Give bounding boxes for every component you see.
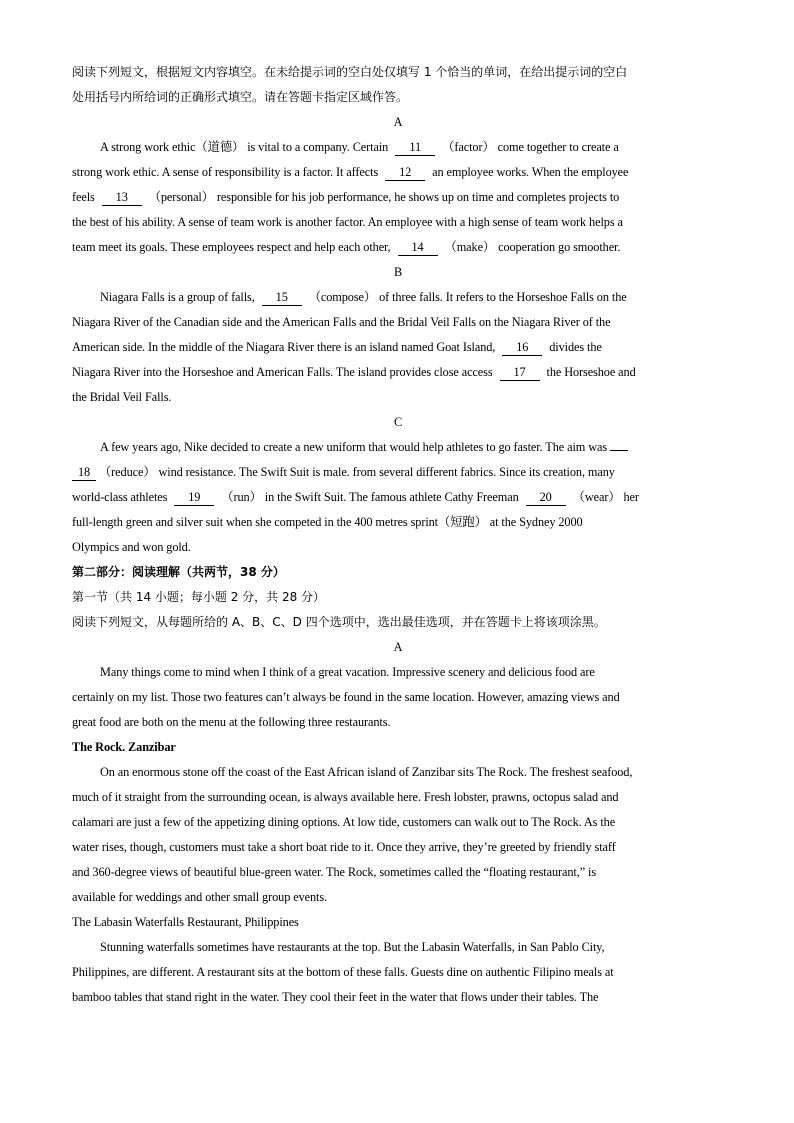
fill-blank[interactable]: 20 <box>526 490 566 506</box>
passage-line: Philippines, are different. A restaurant sits at the bottom of these falls. Guests dine on authentic Filipino meals at <box>72 965 614 979</box>
section-heading: A <box>393 640 403 654</box>
part-instructions: 阅读下列短文，从每题所给的 A、B、C、D 四个选项中，选出最佳选项，并在答题卡上将该项涂黑。 <box>72 615 606 629</box>
passage-line: bamboo tables that stand right in the water. They cool their feet in the water that flows under their tables. The <box>72 990 599 1004</box>
passage-line: strong work ethic. A sense of responsibility is a factor. It affects 12 an employee works. When the employee <box>72 165 629 179</box>
passage-line: Niagara River of the Canadian side and the American Falls and the Bridal Veil Falls on the Niagara River of the <box>72 315 611 329</box>
fill-blank[interactable]: 13 <box>102 190 142 206</box>
passage-line: world-class athletes 19 （run） in the Swift Suit. The famous athlete Cathy Freeman 20 （wear） her <box>72 490 639 504</box>
fill-blank[interactable]: 11 <box>395 140 435 156</box>
passage-line: calamari are just a few of the appetizing dining options. At low tide, customers can walk out to The Rock. As the <box>72 815 616 829</box>
passage-line: team meet its goals. These employees respect and help each other, 14 （make） cooperation go smoother. <box>72 240 621 254</box>
passage-line: the best of his ability. A sense of team work is another factor. An employee with a high sense of team work helps a <box>72 215 623 229</box>
part-subtitle: 第一节（共 14 小题；每小题 2 分，共 28 分） <box>72 590 326 604</box>
fill-blank[interactable]: 18 <box>72 465 96 481</box>
section-heading: B <box>393 265 403 279</box>
passage-line: water rises, though, customers must take a short boat ride to it. Once they arrive, they’re greeted by friendly staff <box>72 840 616 854</box>
section-heading: A <box>393 115 403 129</box>
passage-line: and 360-degree views of beautiful blue-green water. The Rock, sometimes called the “floating restaurant,” is <box>72 865 597 879</box>
passage-line: great food are both on the menu at the following three restaurants. <box>72 715 391 729</box>
passage-line: the Bridal Veil Falls. <box>72 390 172 404</box>
instructions-line: 处用括号内所给词的正确形式填空。请在答题卡指定区域作答。 <box>72 90 409 104</box>
passage-line: On an enormous stone off the coast of the East African island of Zanzibar sits The Rock. The freshest seafood, <box>100 765 633 779</box>
passage-line: certainly on my list. Those two features can’t always be found in the same location. However, amazing views and <box>72 690 620 704</box>
passage-line: A few years ago, Nike decided to create a new uniform that would help athletes to go faster. The aim was <box>72 435 724 460</box>
passage-line: Niagara Falls is a group of falls, 15 （compose） of three falls. It refers to the Horseshoe Falls on the <box>100 290 627 304</box>
subsection-title: The Rock. Zanzibar <box>72 740 176 754</box>
section-heading: C <box>393 415 403 429</box>
fill-blank-start[interactable] <box>610 435 628 451</box>
passage-line: Many things come to mind when I think of a great vacation. Impressive scenery and delicious food are <box>100 665 595 679</box>
fill-blank[interactable]: 12 <box>385 165 425 181</box>
fill-blank[interactable]: 19 <box>174 490 214 506</box>
passage-line: full-length green and silver suit when she competed in the 400 metres sprint（短跑） at the Sydney 2000 <box>72 515 583 529</box>
exam-page <box>72 60 724 1010</box>
passage-line: available for weddings and other small group events. <box>72 890 328 904</box>
passage-line: much of it straight from the surrounding ocean, is always available here. Fresh lobster, prawns, octopus salad and <box>72 790 619 804</box>
subsection-title: The Labasin Waterfalls Restaurant, Philippines <box>72 915 299 929</box>
passage-line: American side. In the middle of the Niagara River there is an island named Goat Island, 16 divides the <box>72 340 602 354</box>
instructions-line: 阅读下列短文，根据短文内容填空。在未给提示词的空白处仅填写 1 个恰当的单词，在给出提示词的空白 <box>72 65 628 79</box>
fill-blank[interactable]: 14 <box>398 240 438 256</box>
passage-line: Olympics and won gold. <box>72 540 191 554</box>
passage-line: Stunning waterfalls sometimes have restaurants at the top. But the Labasin Waterfalls, in San Pablo City, <box>100 940 605 954</box>
passage-line: Niagara River into the Horseshoe and American Falls. The island provides close access 17 the Horseshoe and <box>72 365 636 379</box>
fill-blank[interactable]: 16 <box>502 340 542 356</box>
fill-blank[interactable]: 15 <box>262 290 302 306</box>
fill-blank[interactable]: 17 <box>500 365 540 381</box>
passage-line: feels 13 （personal） responsible for his job performance, he shows up on time and completes projects to <box>72 190 620 204</box>
passage-line: 18 （reduce） wind resistance. The Swift Suit is male. from several different fabrics. Since its creation, many <box>72 460 724 485</box>
passage-line: A strong work ethic（道德） is vital to a company. Certain 11 （factor） come together to create a <box>100 140 619 154</box>
part-title: 第二部分：阅读理解（共两节，38 分） <box>72 565 285 579</box>
